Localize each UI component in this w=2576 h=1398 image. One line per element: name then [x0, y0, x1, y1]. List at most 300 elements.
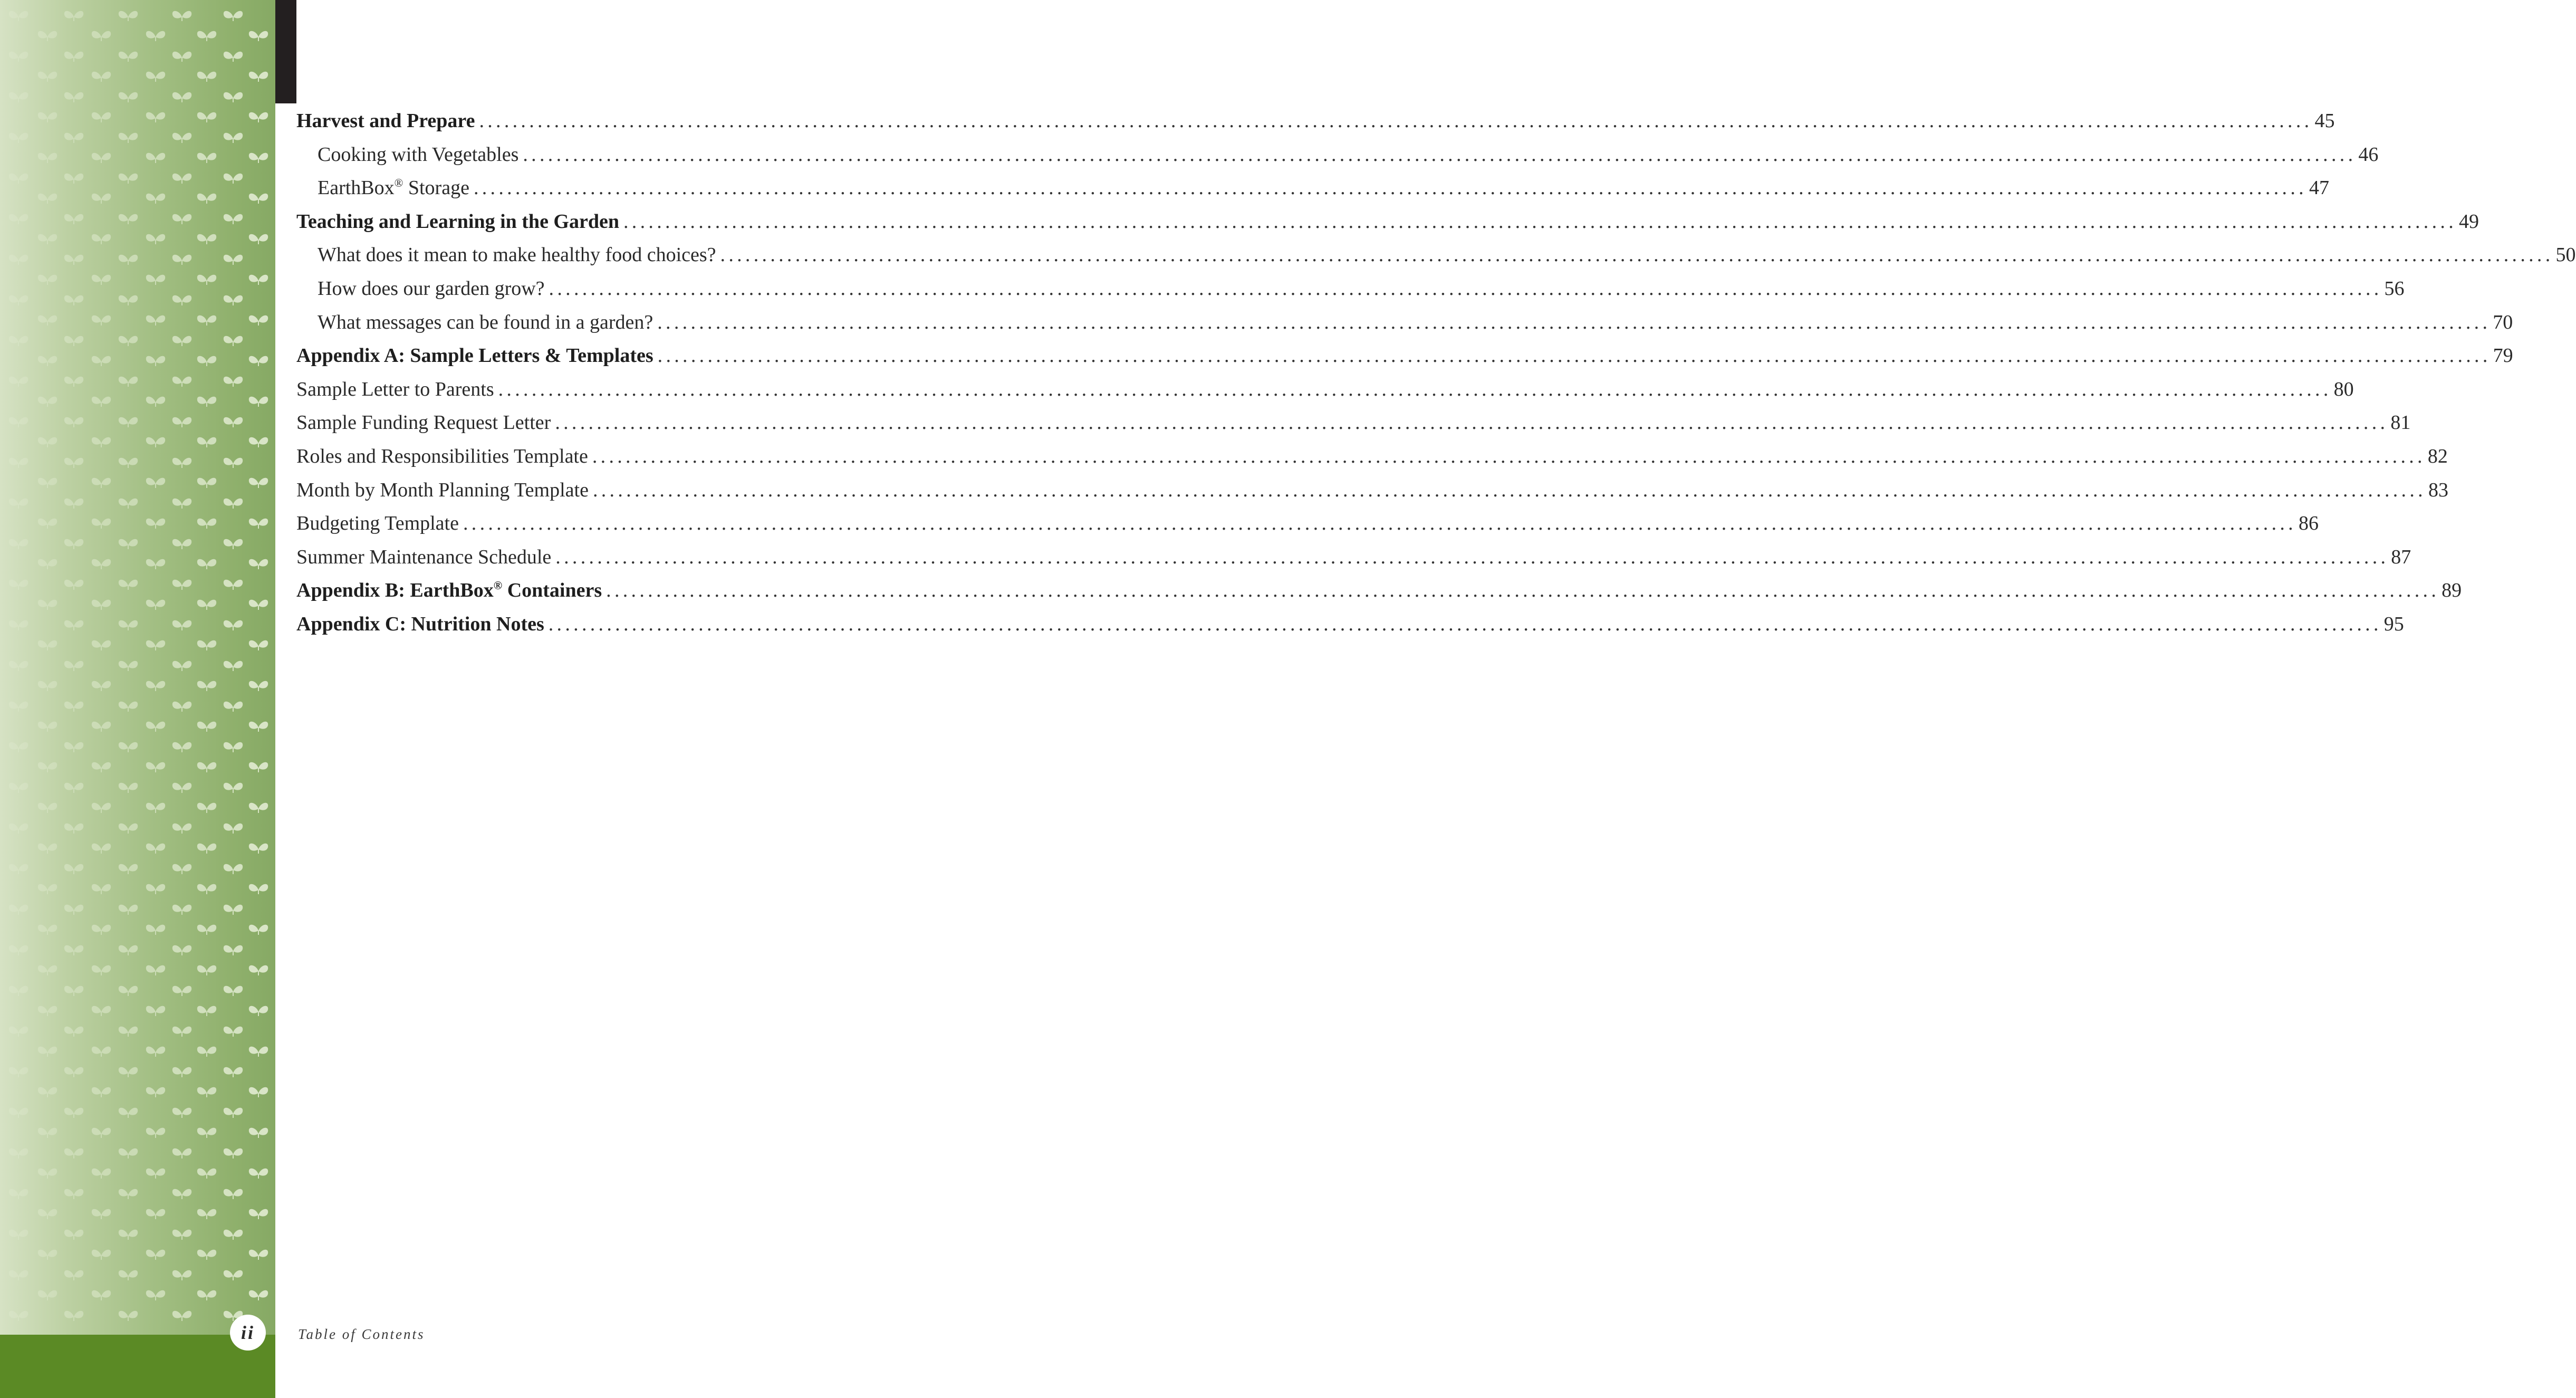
- toc-entry-title: [296, 507, 459, 541]
- leaf-icon: [197, 356, 216, 366]
- toc-entry-title: [296, 608, 544, 641]
- leaf-icon: [92, 275, 111, 285]
- toc-entry-title: [296, 541, 551, 574]
- toc-entry-page-number: 47: [2309, 177, 2329, 199]
- leaf-icon: [38, 31, 57, 41]
- leaf-icon: [38, 803, 57, 813]
- leaf-icon: [64, 945, 83, 955]
- leaf-icon: [119, 580, 138, 590]
- toc-entry-title-suffix: Storage: [403, 177, 469, 199]
- toc-entry[interactable]: [296, 373, 2354, 407]
- toc-entry-title-text: How does our garden grow?: [318, 277, 545, 300]
- leaf-icon: [172, 1230, 191, 1240]
- leaf-icon: [172, 174, 191, 184]
- leaf-icon: [197, 397, 216, 407]
- leaf-icon: [64, 458, 83, 468]
- toc-entry-page-number: 80: [2333, 378, 2354, 400]
- leaf-icon: [119, 1311, 138, 1321]
- toc-entry-page-number: 86: [2298, 512, 2319, 535]
- leaf-icon: [38, 722, 57, 732]
- leaf-icon: [172, 417, 191, 427]
- leaf-icon: [224, 742, 243, 752]
- leaf-icon: [249, 1209, 268, 1219]
- leaf-icon: [9, 661, 28, 671]
- leaf-icon: [92, 925, 111, 935]
- leaf-icon: [64, 1311, 83, 1321]
- leaf-icon: [92, 194, 111, 204]
- toc-entry-title-text: Sample Funding Request Letter: [296, 411, 551, 434]
- leaf-icon: [92, 681, 111, 691]
- leaf-icon: [119, 783, 138, 793]
- leaf-icon: [197, 925, 216, 935]
- leaf-icon: [224, 580, 243, 590]
- leaf-icon: [92, 72, 111, 82]
- leaf-icon: [38, 640, 57, 650]
- leaf-icon: [9, 133, 28, 143]
- leaf-icon: [146, 112, 165, 122]
- leaf-icon: [64, 1067, 83, 1077]
- leaf-icon: [92, 1128, 111, 1138]
- dot-leader: ............................................................................................................................................................................................................................: [623, 210, 2457, 233]
- leaf-icon: [249, 844, 268, 854]
- leaf-icon: [249, 762, 268, 772]
- leaf-icon: [224, 133, 243, 143]
- leaf-icon: [197, 600, 216, 610]
- leaf-icon: [119, 1189, 138, 1199]
- leaf-icon: [197, 112, 216, 122]
- leaf-icon: [64, 499, 83, 509]
- leaf-icon: [92, 437, 111, 447]
- leaf-icon: [64, 742, 83, 752]
- leaf-icon: [172, 11, 191, 21]
- leaf-icon: [64, 1027, 83, 1037]
- page-number: ii: [241, 1322, 255, 1343]
- leaf-icon: [249, 397, 268, 407]
- leaf-icon: [172, 783, 191, 793]
- leaf-icon: [64, 377, 83, 387]
- leaf-icon: [38, 437, 57, 447]
- leaf-icon: [9, 986, 28, 996]
- leaf-icon: [119, 864, 138, 874]
- leaf-icon: [119, 620, 138, 630]
- leaf-icon: [119, 174, 138, 184]
- toc-entry-title: [318, 138, 518, 172]
- leaf-icon: [9, 945, 28, 955]
- leaf-icon: [224, 1148, 243, 1158]
- leaf-icon: [9, 417, 28, 427]
- dot-leader: ............................................................................................................................................................................................................................: [657, 344, 2491, 367]
- leaf-icon: [249, 1169, 268, 1179]
- leaf-icon: [249, 559, 268, 569]
- toc-entry-title-text: What does it mean to make healthy food choices?: [318, 244, 716, 266]
- leaf-icon: [197, 803, 216, 813]
- leaf-icon: [249, 275, 268, 285]
- leaf-icon: [224, 174, 243, 184]
- leaf-icon: [224, 661, 243, 671]
- toc-entry-title: [296, 440, 588, 474]
- dot-leader: ............................................................................................................................................................................................................................: [549, 277, 2382, 300]
- leaf-icon: [172, 499, 191, 509]
- leaf-icon: [197, 153, 216, 163]
- toc-entry-title-text: Budgeting Template: [296, 512, 459, 535]
- leaf-icon: [38, 275, 57, 285]
- dot-leader: ............................................................................................................................................................................................................................: [555, 545, 2389, 568]
- leaf-icon: [146, 1006, 165, 1016]
- dot-leader: ............................................................................................................................................................................................................................: [498, 378, 2332, 400]
- toc-entry-title-text: Sample Letter to Parents: [296, 378, 494, 400]
- leaf-icon: [224, 336, 243, 346]
- leaf-icon: [92, 722, 111, 732]
- leaf-icon: [64, 1230, 83, 1240]
- leaf-icon: [197, 1047, 216, 1057]
- leaf-icon: [197, 640, 216, 650]
- leaf-icon: [172, 864, 191, 874]
- leaf-icon: [92, 234, 111, 244]
- leaf-icon: [119, 336, 138, 346]
- leaf-icon: [146, 762, 165, 772]
- leaf-icon: [146, 153, 165, 163]
- leaf-icon: [146, 640, 165, 650]
- leaf-icon: [92, 153, 111, 163]
- toc-entry-title: [296, 339, 653, 373]
- toc-entry-title-text: Cooking with Vegetables: [318, 143, 519, 166]
- toc-entry-title: [296, 406, 551, 440]
- leaf-icon: [146, 559, 165, 569]
- toc-entry-page-number: 46: [2358, 143, 2379, 166]
- toc-entry-page-number: 79: [2493, 344, 2513, 367]
- leaf-icon: [197, 1169, 216, 1179]
- leaf-icon: [249, 600, 268, 610]
- leaf-icon: [9, 1027, 28, 1037]
- page-number-badge: [231, 1316, 265, 1349]
- leaf-icon: [64, 52, 83, 62]
- leaf-icon: [146, 1087, 165, 1097]
- leaf-icon: [119, 377, 138, 387]
- leaf-icon: [38, 681, 57, 691]
- toc-entry-page-number: 56: [2384, 277, 2405, 300]
- dot-leader: ............................................................................................................................................................................................................................: [592, 478, 2426, 501]
- leaf-icon: [146, 965, 165, 975]
- leaf-icon: [92, 1047, 111, 1057]
- toc-entry-title-text: Roles and Responsibilities Template: [296, 445, 588, 467]
- leaf-icon: [38, 397, 57, 407]
- leaf-icon: [9, 783, 28, 793]
- toc-entry[interactable]: [296, 171, 2329, 205]
- leaf-icon: [38, 519, 57, 529]
- toc-entry-page-number: 83: [2428, 478, 2448, 501]
- leaf-icon: [249, 640, 268, 650]
- toc-entry-title: [318, 238, 716, 272]
- table-of-contents: [296, 104, 2576, 641]
- leaf-icon: [197, 1209, 216, 1219]
- toc-entry[interactable]: [296, 507, 2319, 541]
- leaf-icon: [146, 722, 165, 732]
- leaf-icon: [146, 72, 165, 82]
- leaf-icon: [249, 437, 268, 447]
- toc-entry-title: [296, 373, 494, 407]
- toc-entry-title-text: Teaching and Learning in the Garden: [296, 210, 619, 233]
- leaf-icon: [172, 824, 191, 834]
- leaf-icon: [92, 640, 111, 650]
- leaf-icon: [224, 377, 243, 387]
- leaf-icon: [249, 681, 268, 691]
- leaf-icon: [249, 72, 268, 82]
- leaf-icon: [224, 1270, 243, 1280]
- black-header-tab: [275, 0, 296, 103]
- leaf-icon: [224, 52, 243, 62]
- leaf-icon: [224, 986, 243, 996]
- leaf-icon: [38, 194, 57, 204]
- leaf-icon: [38, 478, 57, 488]
- leaf-icon: [9, 92, 28, 102]
- leaf-icon: [172, 1108, 191, 1118]
- leaf-icon: [249, 1128, 268, 1138]
- leaf-icon: [9, 580, 28, 590]
- leaf-icon: [224, 255, 243, 265]
- leaf-icon: [9, 336, 28, 346]
- toc-entry-page-number: 49: [2459, 210, 2479, 233]
- leaf-icon: [92, 1087, 111, 1097]
- leaf-icon: [64, 133, 83, 143]
- leaf-icon: [38, 1209, 57, 1219]
- leaf-icon: [146, 1047, 165, 1057]
- toc-entry[interactable]: [296, 474, 2448, 508]
- leaf-icon: [172, 458, 191, 468]
- leaf-icon: [146, 925, 165, 935]
- leaf-icon: [224, 1067, 243, 1077]
- leaf-icon: [38, 234, 57, 244]
- leaf-icon: [64, 1270, 83, 1280]
- leaf-icon: [197, 234, 216, 244]
- leaf-icon: [146, 519, 165, 529]
- toc-entry[interactable]: [296, 238, 2576, 272]
- leaf-icon: [224, 824, 243, 834]
- toc-entry[interactable]: [296, 138, 2379, 172]
- leaf-icon: [172, 1067, 191, 1077]
- leaf-icon: [9, 1148, 28, 1158]
- leaf-icon: [172, 905, 191, 915]
- leaf-icon: [224, 295, 243, 305]
- leaf-icon: [146, 315, 165, 325]
- dot-leader: ............................................................................................................................................................................................................................: [523, 143, 2357, 166]
- leaf-icon: [38, 1169, 57, 1179]
- toc-entry[interactable]: [296, 440, 2448, 474]
- leaf-icon: [197, 1087, 216, 1097]
- leaf-icon: [38, 844, 57, 854]
- leaf-icon: [197, 275, 216, 285]
- registered-mark: ®: [394, 176, 403, 190]
- leaf-icon: [249, 112, 268, 122]
- leaf-icon: [172, 702, 191, 712]
- toc-entry-page-number: 45: [2314, 110, 2335, 132]
- leaf-icon: [146, 844, 165, 854]
- leaf-icon: [249, 1047, 268, 1057]
- leaf-icon: [249, 356, 268, 366]
- leaf-icon: [197, 559, 216, 569]
- leaf-icon: [172, 986, 191, 996]
- toc-entry-title-suffix: Containers: [502, 579, 602, 602]
- leaf-icon: [249, 722, 268, 732]
- leaf-icon: [146, 1250, 165, 1260]
- toc-entry[interactable]: [296, 339, 2513, 373]
- leaf-icon: [172, 1270, 191, 1280]
- toc-entry-title-text: Month by Month Planning Template: [296, 478, 589, 501]
- toc-entry-page-number: 95: [2383, 612, 2404, 635]
- leaf-icon: [119, 1230, 138, 1240]
- leaf-icon: [92, 803, 111, 813]
- leaf-icon: [224, 1027, 243, 1037]
- leaf-icon: [172, 133, 191, 143]
- leaf-icon: [146, 681, 165, 691]
- toc-entry-title-text: EarthBox: [318, 177, 395, 199]
- leaf-icon: [9, 905, 28, 915]
- toc-entry-page-number: 89: [2442, 579, 2462, 602]
- leaf-icon: [249, 519, 268, 529]
- toc-entry[interactable]: [296, 541, 2411, 574]
- leaf-icon: [197, 194, 216, 204]
- leaf-icon: [146, 234, 165, 244]
- toc-entry[interactable]: [296, 608, 2404, 641]
- leaf-icon: [64, 783, 83, 793]
- toc-entry[interactable]: [296, 272, 2405, 306]
- footer-section-label: Table of Contents: [298, 1326, 425, 1342]
- leaf-icon: [146, 600, 165, 610]
- leaf-icon: [146, 884, 165, 894]
- leaf-icon: [172, 1189, 191, 1199]
- leaf-icon: [119, 295, 138, 305]
- leaf-icon: [64, 174, 83, 184]
- leaf-icon: [197, 519, 216, 529]
- leaf-icon: [249, 1006, 268, 1016]
- leaf-icon: [249, 31, 268, 41]
- leaf-icon: [92, 112, 111, 122]
- leaf-icon: [172, 1311, 191, 1321]
- leaf-icon: [64, 417, 83, 427]
- leaf-icon: [224, 539, 243, 549]
- leaf-icon: [172, 52, 191, 62]
- leaf-icon: [119, 1067, 138, 1077]
- leaf-icon: [172, 580, 191, 590]
- leaf-icon: [9, 1270, 28, 1280]
- dot-leader: ............................................................................................................................................................................................................................: [720, 244, 2554, 266]
- leaf-icon: [119, 986, 138, 996]
- leaf-icon: [172, 1027, 191, 1037]
- leaf-icon: [38, 559, 57, 569]
- leaf-icon: [172, 661, 191, 671]
- leaf-icon: [64, 255, 83, 265]
- leaf-icon: [197, 884, 216, 894]
- leaf-icon: [38, 762, 57, 772]
- leaf-icon: [9, 620, 28, 630]
- leaf-icon: [119, 1148, 138, 1158]
- leaf-icon: [146, 803, 165, 813]
- leaf-icon: [119, 214, 138, 224]
- leaf-icon: [197, 722, 216, 732]
- leaf-icon: [249, 1250, 268, 1260]
- leaf-icon: [92, 1209, 111, 1219]
- leaf-icon: [224, 702, 243, 712]
- toc-entry-title: [318, 171, 469, 205]
- toc-entry[interactable]: [296, 104, 2335, 138]
- dot-leader: ............................................................................................................................................................................................................................: [657, 311, 2491, 333]
- leaf-icon: [92, 600, 111, 610]
- dot-leader: ............................................................................................................................................................................................................................: [606, 579, 2440, 602]
- leaf-icon: [9, 864, 28, 874]
- leaf-icon: [119, 255, 138, 265]
- leaf-icon: [224, 11, 243, 21]
- leaf-icon: [119, 1270, 138, 1280]
- toc-entry-page-number: 81: [2390, 411, 2411, 434]
- toc-entry-title-text: Appendix C: Nutrition Notes: [296, 612, 544, 635]
- leaf-icon: [119, 742, 138, 752]
- leaf-icon: [119, 417, 138, 427]
- leaf-icon: [9, 1067, 28, 1077]
- leaf-icon: [197, 1006, 216, 1016]
- leaf-icon: [9, 742, 28, 752]
- leaf-icon: [38, 356, 57, 366]
- leaf-icon: [197, 762, 216, 772]
- registered-mark: ®: [493, 579, 503, 592]
- leaf-icon: [172, 620, 191, 630]
- leaf-icon: [249, 478, 268, 488]
- leaf-icon: [92, 1290, 111, 1300]
- leaf-icon: [38, 1006, 57, 1016]
- leaf-icon: [172, 255, 191, 265]
- toc-entry-title-text: What messages can be found in a garden?: [318, 311, 653, 333]
- leaf-icon: [38, 153, 57, 163]
- leaf-icon: [249, 234, 268, 244]
- leaf-icon: [9, 539, 28, 549]
- leaf-icon: [92, 1169, 111, 1179]
- leaf-icon: [249, 925, 268, 935]
- leaf-icon: [38, 112, 57, 122]
- toc-entry[interactable]: [296, 306, 2513, 340]
- leaf-icon: [64, 661, 83, 671]
- leaf-icon: [38, 1047, 57, 1057]
- leaf-icon: [119, 1027, 138, 1037]
- footer-color-band: [0, 1335, 275, 1398]
- leaf-icon: [38, 884, 57, 894]
- leaf-icon: [224, 458, 243, 468]
- leaf-icon: [38, 72, 57, 82]
- leaf-icon: [197, 844, 216, 854]
- leaf-icon: [119, 824, 138, 834]
- leaf-icon: [9, 174, 28, 184]
- leaf-pattern: [0, 0, 275, 1335]
- dot-leader: ............................................................................................................................................................................................................................: [592, 445, 2426, 467]
- leaf-icon: [9, 824, 28, 834]
- leaf-icon: [38, 1087, 57, 1097]
- toc-entry-title: [296, 205, 619, 239]
- dot-leader: ............................................................................................................................................................................................................................: [555, 411, 2389, 434]
- toc-entry[interactable]: [296, 406, 2411, 440]
- toc-entry-title-text: Summer Maintenance Schedule: [296, 545, 552, 568]
- leaf-icon: [197, 1128, 216, 1138]
- leaf-icon: [172, 945, 191, 955]
- leaf-icon: [92, 31, 111, 41]
- leaf-icon: [172, 214, 191, 224]
- leaf-icon: [249, 315, 268, 325]
- toc-entry[interactable]: [296, 205, 2479, 239]
- toc-entry-title-text: Appendix A: Sample Letters & Templates: [296, 344, 653, 367]
- leaf-icon: [224, 499, 243, 509]
- leaf-icon: [64, 295, 83, 305]
- leaf-icon: [92, 478, 111, 488]
- leaf-icon: [197, 31, 216, 41]
- toc-entry[interactable]: [296, 574, 2462, 608]
- toc-entry-title-text: Harvest and Prepare: [296, 110, 475, 132]
- leaf-icon: [249, 153, 268, 163]
